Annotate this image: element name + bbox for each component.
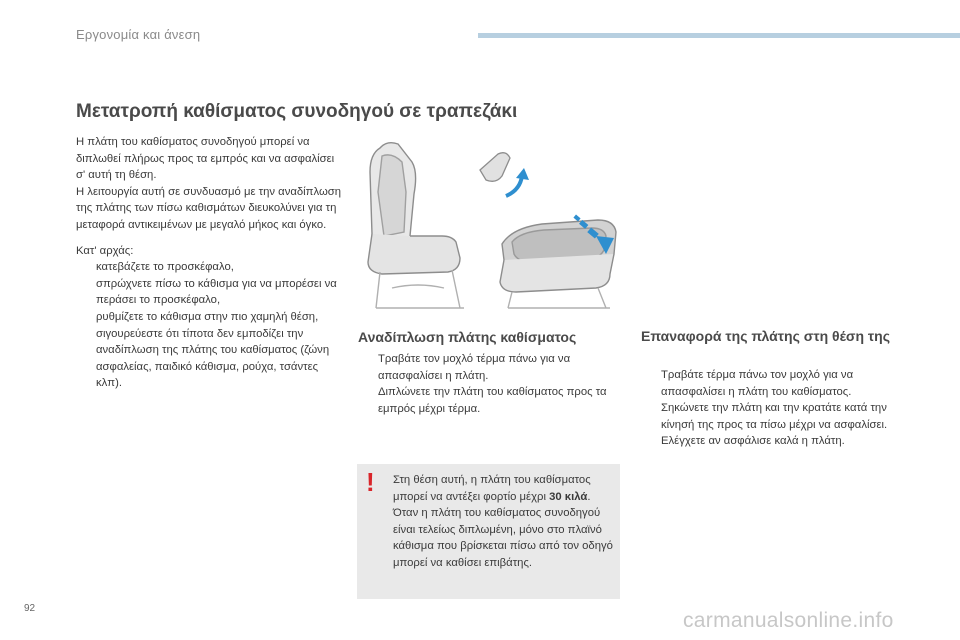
steps-title: Κατ' αρχάς:	[76, 244, 134, 257]
folding-column	[358, 351, 624, 417]
exclamation-icon: !	[366, 467, 375, 497]
folded-seat-icon	[500, 220, 616, 308]
folding-section-title: Αναδίπλωση πλάτης καθίσματος	[358, 329, 577, 345]
folding-steps	[358, 351, 624, 417]
warning-text-before: Στη θέση αυτή, η πλάτη του καθίσματος μπορεί να αντέξει φορτίο μέχρι	[393, 474, 591, 503]
page-number: 92	[24, 603, 36, 614]
list-item-text: Τραβάτε τέρμα πάνω τον μοχλό για να απασφαλίσει η πλάτη του καθίσματος.	[661, 369, 854, 398]
restoring-section-title: Επαναφορά της πλάτης στη θέση της	[641, 328, 890, 344]
page-title: Μετατροπή καθίσματος συνοδηγού σε τραπεζάκι	[76, 101, 518, 122]
list-item-text: σπρώχνετε πίσω το κάθισμα για να μπορέσει να περάσει το προσκέφαλο,	[96, 277, 337, 307]
list-item-text: ρυθμίζετε το κάθισμα στην πιο χαμηλή θέση,	[96, 310, 319, 323]
list-item	[358, 351, 624, 384]
list-item-text: σιγουρεύεστε ότι τίποτα δεν εμποδίζει την αναδίπλωση της πλάτης του καθίσματος (ζώνη ασφαλείας, παιδικό κάθισμα, ρούχα, τσάντες κλπ).	[96, 327, 330, 390]
list-item	[76, 259, 342, 276]
header-bar	[478, 33, 960, 38]
list-item	[76, 309, 342, 326]
list-item-text: Σηκώνετε την πλάτη και την κρατάτε κατά την κίνησή της προς τα πίσω μέχρι να ασφαλίσει.	[661, 402, 888, 431]
intro-column	[76, 134, 342, 392]
list-item	[641, 400, 916, 433]
warning-load-limit: 30 κιλά	[549, 490, 588, 503]
list-item	[358, 384, 624, 417]
preparation-steps	[76, 259, 342, 392]
list-item-text: Ελέγχετε αν ασφάλισε καλά η πλάτη.	[661, 435, 845, 448]
watermark: carmanualsonline.info	[683, 609, 894, 632]
restoring-column	[641, 367, 916, 450]
list-item-text: Διπλώνετε την πλάτη του καθίσματος προς τα εμπρός μέχρι τέρμα.	[378, 386, 607, 415]
intro-paragraph-2: Η λειτουργία αυτή σε συνδυασμό με την αναδίπλωση της πλάτης των πίσω καθισμάτων διευκολύνει για τη μεταφορά αντικειμένων με μεγαλό μήκος και όγκο.	[76, 185, 342, 231]
intro-paragraph-1: Η πλάτη του καθίσματος συνοδηγού μπορεί να διπλωθεί πλήρως προς τα εμπρός και να ασφαλίσει σ' αυτή τη θέση.	[76, 136, 335, 182]
list-item	[641, 367, 916, 400]
headrest-icon	[480, 153, 529, 196]
restoring-steps	[641, 367, 916, 450]
list-item-text: Τραβάτε τον μοχλό τέρμα πάνω για να απασφαλίσει η πλάτη.	[378, 353, 571, 382]
warning-note-text	[393, 472, 615, 572]
section-title: Εργονομία και άνεση	[76, 27, 201, 42]
upright-seat-icon	[368, 143, 464, 308]
list-item	[641, 433, 916, 450]
list-item	[76, 326, 342, 392]
warning-text-after: . Όταν η πλάτη του καθίσματος συνοδηγού είναι τελείως διπλωμένη, μόνο στο πλαϊνό κάθισμα που βρίσκεται πίσω από τον οδηγό μπορεί να καθίσει επιβάτης.	[393, 490, 613, 569]
folding-seat-illustration	[352, 132, 632, 318]
list-item	[76, 276, 342, 309]
list-item-text: κατεβάζετε το προσκέφαλο,	[96, 261, 234, 274]
